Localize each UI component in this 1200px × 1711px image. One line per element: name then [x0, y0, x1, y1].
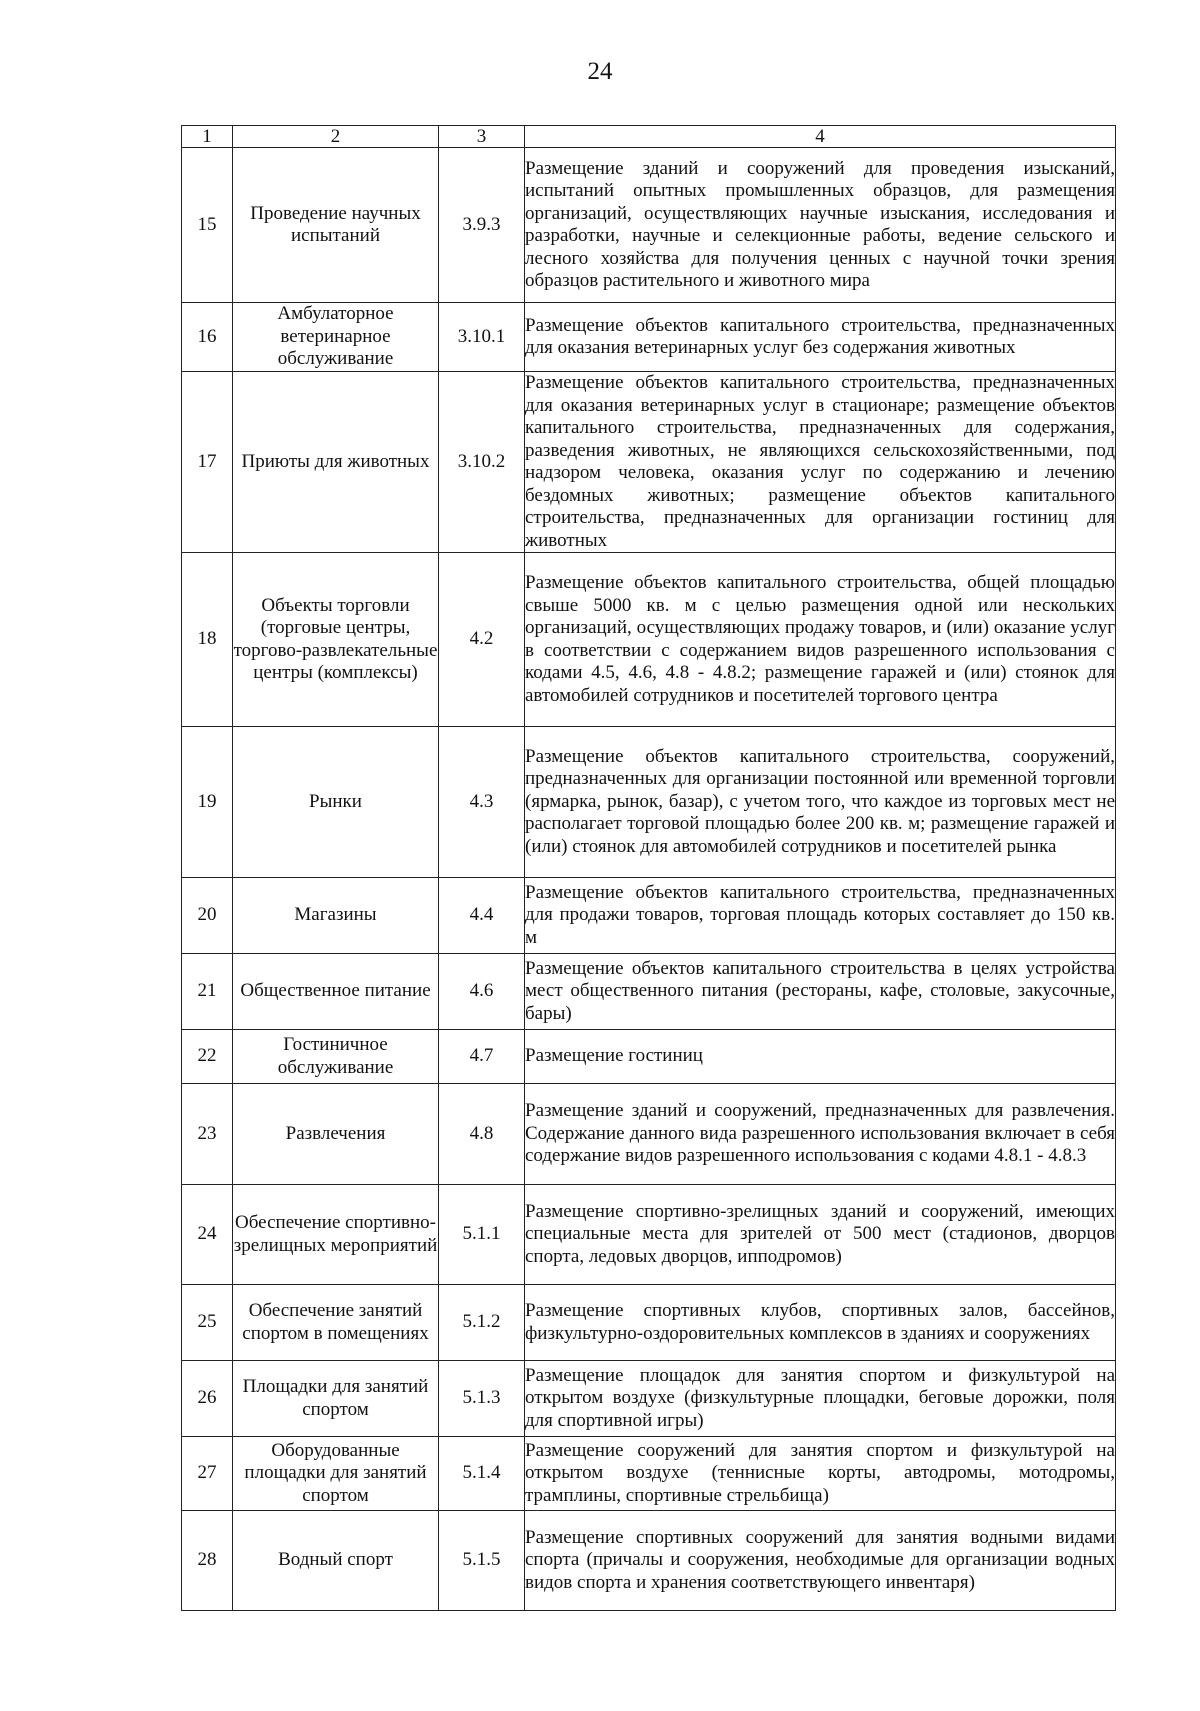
table-row — [182, 1185, 1116, 1285]
use-type-name: Проведение научных испытаний — [233, 148, 439, 303]
use-type-description: Размещение площадок для занятия спортом и физкультурой на открытом воздухе (физкультурные площадки, беговые дорожки, поля для спортивной игры) — [525, 1361, 1116, 1437]
use-type-code: 3.10.2 — [439, 372, 525, 553]
table-row — [182, 1285, 1116, 1361]
use-type-name: Общественное питание — [233, 954, 439, 1030]
use-type-description: Размещение спортивных сооружений для занятия водными видами спорта (причалы и сооружения, необходимые для организации водных видов спорта и хранения соответствующего инвентаря) — [525, 1511, 1116, 1611]
use-type-code: 5.1.4 — [439, 1437, 525, 1511]
row-number: 26 — [182, 1361, 233, 1437]
column-header: 2 — [233, 126, 439, 148]
row-number: 23 — [182, 1084, 233, 1185]
use-type-code: 3.9.3 — [439, 148, 525, 303]
table-row — [182, 727, 1116, 878]
row-number: 20 — [182, 878, 233, 954]
row-number: 18 — [182, 553, 233, 727]
row-number: 28 — [182, 1511, 233, 1611]
table-header-row — [182, 126, 1116, 148]
table-row — [182, 1511, 1116, 1611]
table-row — [182, 1437, 1116, 1511]
use-type-name: Гостиничное обслуживание — [233, 1030, 439, 1084]
use-type-code: 4.6 — [439, 954, 525, 1030]
use-type-name: Обеспечение спортивно-зрелищных мероприятий — [233, 1185, 439, 1285]
use-type-code: 5.1.5 — [439, 1511, 525, 1611]
use-type-code: 4.8 — [439, 1084, 525, 1185]
use-type-code: 4.4 — [439, 878, 525, 954]
use-type-description: Размещение зданий и сооружений для проведения изысканий, испытаний опытных промышленных образцов, для размещения организаций, осуществляющих научные изыскания, исследования и разработки, научные и селекционные работы, ведение сельского и лесного хозяйства для получения ценных с научной точки зрения образцов растительного и животного мира — [525, 148, 1116, 303]
use-type-description: Размещение сооружений для занятия спортом и физкультурой на открытом воздухе (теннисные корты, автодромы, мотодромы, трамплины, спортивные стрельбища) — [525, 1437, 1116, 1511]
use-type-code: 5.1.2 — [439, 1285, 525, 1361]
use-type-description: Размещение объектов капитального строительства, предназначенных для оказания ветеринарных услуг в стационаре; размещение объектов капитального строительства, предназначенных для содержания, разведения животных, не являющихся сельскохозяйственными, под надзором человека, оказания услуг по содержанию и лечению бездомных животных; размещение объектов капитального строительства, предназначенных для организации гостиниц для животных — [525, 372, 1115, 551]
use-type-code: 5.1.1 — [439, 1185, 525, 1285]
use-type-code: 4.2 — [439, 553, 525, 727]
table-row — [182, 1030, 1116, 1084]
use-type-description: Размещение гостиниц — [525, 1030, 1116, 1084]
column-header: 1 — [182, 126, 233, 148]
use-type-name: Обеспечение занятий спортом в помещениях — [233, 1285, 439, 1361]
row-number: 24 — [182, 1185, 233, 1285]
table-row — [182, 878, 1116, 954]
table-row — [182, 372, 1116, 553]
use-type-code: 5.1.3 — [439, 1361, 525, 1437]
use-type-code: 4.7 — [439, 1030, 525, 1084]
use-type-description: Размещение объектов капитального строительства в целях устройства мест общественного питания (рестораны, кафе, столовые, закусочные, бары) — [525, 954, 1116, 1030]
use-type-name: Водный спорт — [233, 1511, 439, 1611]
row-number: 25 — [182, 1285, 233, 1361]
use-type-name: Приюты для животных — [233, 372, 439, 553]
row-number: 21 — [182, 954, 233, 1030]
page-number: 24 — [587, 58, 613, 85]
use-type-name: Объекты торговли (торговые центры, торгово-развлекательные центры (комплексы) — [233, 553, 439, 727]
table-row — [182, 303, 1116, 372]
use-type-name: Оборудованные площадки для занятий спортом — [233, 1437, 439, 1511]
use-type-code: 4.3 — [439, 727, 525, 878]
use-type-name: Площадки для занятий спортом — [233, 1361, 439, 1437]
row-number: 22 — [182, 1030, 233, 1084]
use-type-description: Размещение объектов капитального строительства, сооружений, предназначенных для организации постоянной или временной торговли (ярмарка, рынок, базар), с учетом того, что каждое из торговых мест не располагает торговой площадью более 200 кв. м; размещение гаражей и (или) стоянок для автомобилей сотрудников и посетителей рынка — [525, 727, 1116, 878]
row-number: 17 — [182, 372, 233, 553]
row-number: 15 — [182, 148, 233, 303]
use-type-description: Размещение объектов капитального строительства, предназначенных для продажи товаров, торговая площадь которых составляет до 150 кв. м — [525, 878, 1116, 954]
table-row — [182, 1084, 1116, 1185]
column-header: 3 — [439, 126, 525, 148]
row-number: 27 — [182, 1437, 233, 1511]
use-type-description: Размещение объектов капитального строительства, общей площадью свыше 5000 кв. м с целью размещения одной или нескольких организаций, осуществляющих продажу товаров, и (или) оказание услуг в соответствии с содержанием видов разрешенного использования с кодами 4.5, 4.6, 4.8 - 4.8.2; размещение гаражей и (или) стоянок для автомобилей сотрудников и посетителей торгового центра — [525, 553, 1116, 727]
column-header: 4 — [525, 126, 1116, 148]
use-type-name: Развлечения — [233, 1084, 439, 1185]
use-type-description: Размещение зданий и сооружений, предназначенных для развлечения. Содержание данного вида разрешенного использования включает в себя содержание видов разрешенного использования с кодами 4.8.1 - 4.8.3 — [525, 1084, 1116, 1185]
row-number: 19 — [182, 727, 233, 878]
table-row — [182, 148, 1116, 303]
land-use-table — [181, 125, 1116, 1611]
use-type-description: Размещение спортивно-зрелищных зданий и сооружений, имеющих специальные места для зрителей от 500 мест (стадионов, дворцов спорта, ледовых дворцов, ипподромов) — [525, 1185, 1116, 1285]
table-row — [182, 553, 1116, 727]
table-row — [182, 954, 1116, 1030]
row-number: 16 — [182, 303, 233, 372]
use-type-description: Размещение спортивных клубов, спортивных залов, бассейнов, физкультурно-оздоровительных комплексов в зданиях и сооружениях — [525, 1285, 1116, 1361]
use-type-description: Размещение объектов капитального строительства, предназначенных для оказания ветеринарных услуг без содержания животных — [525, 303, 1116, 372]
table-row — [182, 1361, 1116, 1437]
use-type-name: Магазины — [233, 878, 439, 954]
use-type-code: 3.10.1 — [439, 303, 525, 372]
use-type-name: Рынки — [233, 727, 439, 878]
use-type-name: Амбулаторное ветеринарное обслуживание — [233, 303, 439, 372]
